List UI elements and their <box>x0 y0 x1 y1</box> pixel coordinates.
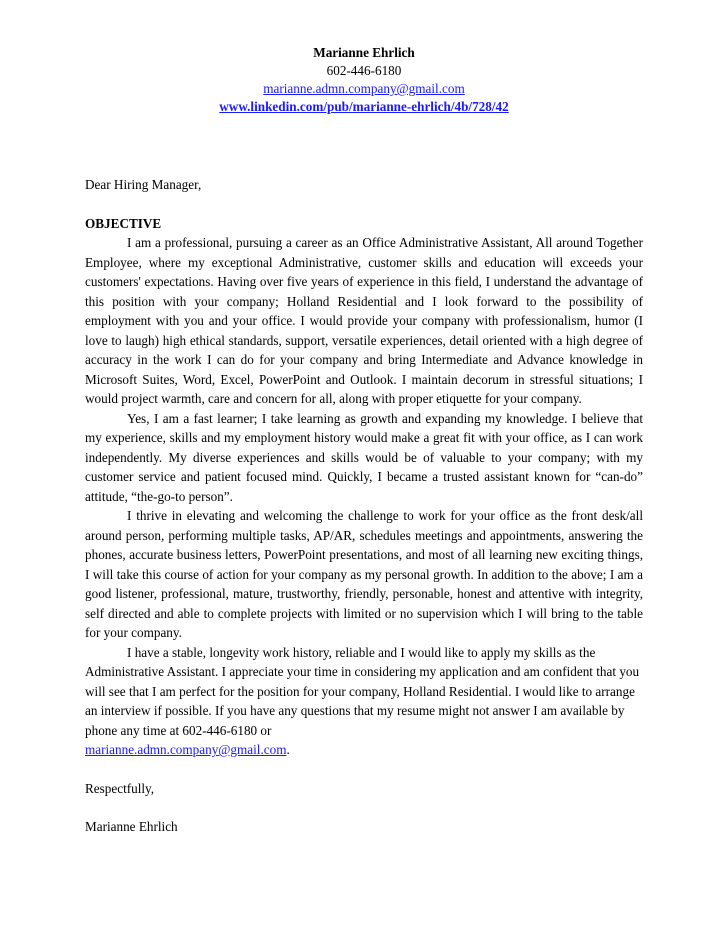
body-paragraph-1: I am a professional, pursuing a career as an Office Administrative Assistant, All around Together Employee, where my exceptional Administrative, customer skills and education will exceeds your customers' expectations. Having over five years of experience in this field, I understand the advantage of this position with your company; Holland Residential and I look forward to the possibility of employment with you and your office. I would provide your company with professionalism, humor (I love to laugh) high ethical standards, support, versatile experiences, detail oriented with a high degree of accuracy in the work I can do for your company and bring Intermediate and Advance knowledge in Microsoft Suites, Word, Excel, PowerPoint and Outlook. I maintain decorum in stressful situations; I would project warmth, care and concern for all, along with proper etiquette for your company. <box>85 235 643 406</box>
closing: Respectfully, <box>85 780 155 796</box>
letter-header <box>85 44 643 116</box>
closing-period: . <box>286 742 290 757</box>
body-paragraph-2: Yes, I am a fast learner; I take learning as growth and expanding my knowledge. I believe that my experience, skills and my employment history would make a great fit with your office, as I can work independently. My diverse experiences and skills would be of valuable to your company; with my customer service and patient focused mind. Quickly, I became a trusted assistant known for “can-do” attitude, “the-go-to person”. <box>85 410 643 504</box>
sender-name: Marianne Ehrlich <box>313 45 415 60</box>
body-paragraph-4 <box>85 643 643 760</box>
sender-phone: 602-446-6180 <box>326 63 402 78</box>
salutation: Dear Hiring Manager, <box>85 177 202 192</box>
body-paragraph-4-text: I have a stable, longevity work history, reliable and I would like to apply my skills as the Administrative Assistant. I appreciate your time in considering my application and am confident that you will see that I am perfect for the position for your company, Holland Residential. I would like to arrange an interview if possible. If you have any questions that my resume might not answer I am available by phone any time at 602-446-6180 or <box>85 644 640 738</box>
linkedin-link[interactable]: www.linkedin.com/pub/marianne-ehrlich/4b/728/42 <box>219 99 509 114</box>
body-paragraph-3: I thrive in elevating and welcoming the challenge to work for your office as the front desk/all around person, performing multiple tasks, AP/AR, schedules meetings and appointments, answering the phones, accurate business letters, PowerPoint presentations, and most of all learning new exciting things, I will take this course of action for your company as my personal growth. In addition to the above; I am a good listener, professional, mature, trustworthy, friendly, personable, honest and attentive with integrity, self directed and able to complete projects with limited or no supervision which I will bring to the table for your company. <box>85 508 643 640</box>
signature-name: Marianne Ehrlich <box>85 819 178 834</box>
sender-email-link[interactable]: marianne.admn.company@gmail.com <box>263 81 465 96</box>
objective-heading: OBJECTIVE <box>85 215 162 231</box>
letter-page <box>85 44 643 837</box>
closing-email-link[interactable]: marianne.admn.company@gmail.com <box>85 742 287 757</box>
